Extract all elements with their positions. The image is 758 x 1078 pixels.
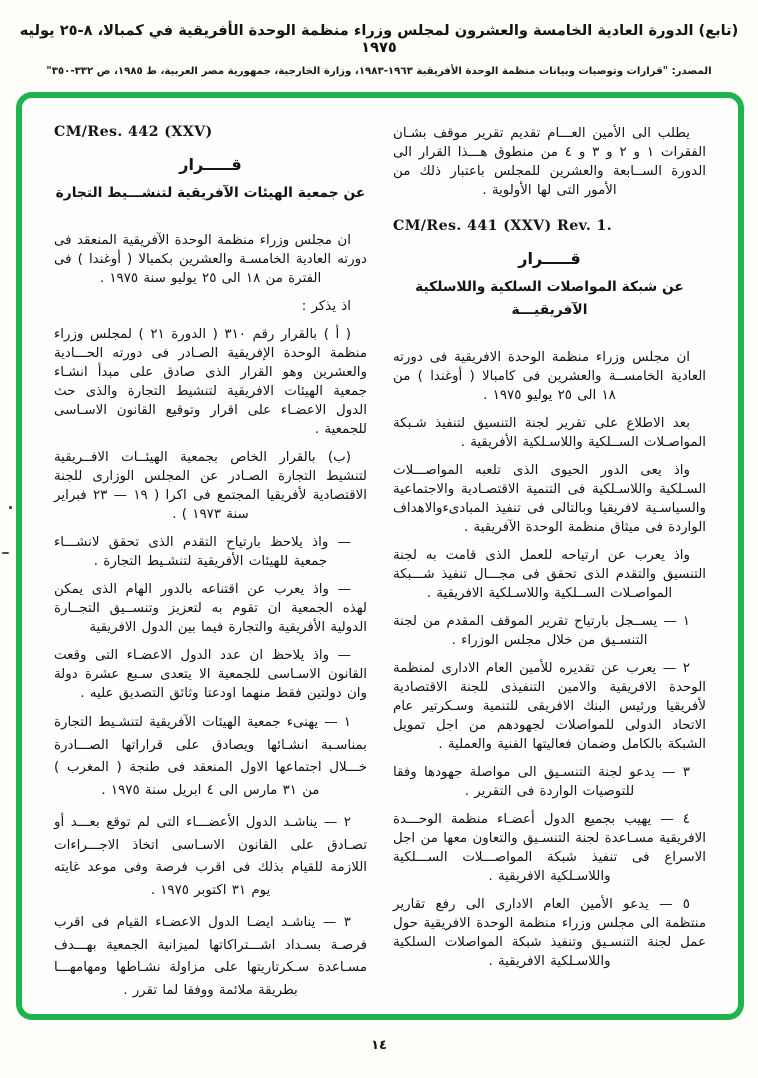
scan-artifact-dot — [9, 506, 12, 509]
resolution-title: قـــــرار — [518, 249, 581, 268]
paragraph-item-4: ٤ — يهيب بجميع الدول أعضـاء منظمة الوحـــدة الافريقية مسـاعدة لجنة التنسـيق والتعاون معها من اجل الاسراع فى تنفيذ شبكة المواصـــلات الســـلكية واللاسـلكية الافريقية . — [393, 812, 706, 884]
column-right — [393, 124, 706, 994]
scan-artifact-dash — [2, 552, 9, 554]
resolutions-box — [16, 92, 744, 1020]
column-left — [54, 124, 367, 998]
paragraph: — واذ يعرب عن اقتناعه بالدور الهام الذى يمكن لهذه الجمعية ان تقوم به لتعزيز وتنســيق التجــارة الدولية الأفريقية والتجارة فيما بين الدول الافريقية — [54, 582, 367, 635]
paragraph: واذ يعى الدور الحيوى الذى تلعبه المواصـــلات السـلكية واللاسـلكية فى التنمية الاقتصـادية والاجتماعية والسياسـية لافريقيا وبالتالى فى تنفيذ المبادىءوالاهداف الواردة فى ميثاق منظمة الوحدة الآفريقية . — [393, 463, 706, 535]
paragraph-recalling: اذ يذكر : — [301, 299, 351, 314]
paragraph: ان مجلس وزراء منظمة الوحدة الآفريقية المنعقد فى دورته العادية الخامسـة والعشرين بكمبالا ( أوغندا ) فى الفترة من ١٨ الى ٢٥ يوليو سنة ١٩٧٥ . — [54, 233, 367, 286]
paragraph: ان مجلس وزراء منظمة الوحدة الافريقية فى دورته العادية الخامســة والعشرين فى كامبالا ( أوغندا ) من ١٨ الى ٢٥ يوليو ١٩٧٥ . — [393, 350, 706, 403]
page-number: ١٤ — [371, 1038, 387, 1053]
resolution-subtitle-line1: عن شبكة المواصلات السلكية واللاسلكية — [415, 279, 684, 295]
paragraph-item-2: ٢ — يناشـد الدول الأعضـــاء التى لم توقع بعـــد أو تصـادق على القانون الاسـاسى اتخاذ الاجـــراءات اللازمة للقيام بذلك فى اقرب فرصة وفى موعد غايته يوم ٣١ اكتوبر ١٩٧٥ . — [54, 815, 367, 898]
resolution-ref-442: CM/Res. 442 (XXV) — [54, 124, 213, 140]
paragraph-item-2: ٢ — يعرب عن تقديره للأمين العام الادارى لمنظمة الوحدة الافريقية والامين التنفيذى للجنة الاقتصادية لأفريقيا ورئيس البنك الافريقى للتنمية وسـكرتير عام الاتحاد الدولى للمواصلات لجهودهم من اجل تمويل الشبكة بالكامل وضمان فعاليتها الفنية والعملية . — [393, 661, 706, 752]
page-header — [0, 0, 758, 77]
resolution-subtitle: عن جمعية الهيئات الآفريقية لتنشـــيط التجارة — [55, 185, 366, 201]
paragraph-item-3: ٣ — يناشـد ايضـا الدول الاعضـاء القيام فى اقرب فرصـة بسـداد اشـــتراكاتها لميزانية الجمعية بهـــدف مسـاعدة سـكرتاريتها على مزاولة نشـاطها ومهامهـــا بطريقة ملائمة ووفقا لما تقرر . — [54, 915, 367, 998]
paragraph: — واذ يلاحظ ان عدد الدول الاعضـاء التى وقعت القانون الاسـاسى للجمعية الا يتعدى سـبع عشرة دولة وان دولتين فقط منهما اودعتا وثائق التصديق عليه . — [54, 648, 367, 701]
resolution-subtitle-line2: الآفريقيـــة — [511, 302, 588, 318]
resolution-title: قـــــرار — [179, 155, 242, 174]
session-title: (تابع) الدورة العادية الخامسة والعشرون لمجلس وزراء منظمة الوحدة الأفريقية في كمبالا، ٨-٢٥ يوليه ١٩٧٥ — [19, 22, 739, 56]
paragraph-item-5: ٥ — يدعو الأمين العام الادارى الى رفع تقارير منتظمة الى مجلس وزراء منظمة الوحدة الافريقية حول عمل لجنة التنسـيق وتنفيذ شبكة المواصلات السلكية واللاسـلكية الافريقية . — [393, 897, 706, 969]
resolution-ref-441: CM/Res. 441 (XXV) Rev. 1. — [393, 218, 613, 234]
source-citation: المصدر: "قرارات وتوصيات وبيانات منظمة الوحدة الأفريقية ١٩٦٣-١٩٨٣، وزارة الخارجية، جمهورية مصر العربية، ط ١٩٨٥، ص ٣٣٢-٣٥٠" — [46, 66, 712, 77]
paragraph-item-1: ١ — يهنىء جمعية الهيئات الآفريقية لتنشـيط التجارة بمناسـبة انشـائها ويصادق على قراراتها الصـــادرة خـــلال اجتماعها الاول المنعقد فى طنجة ( المغرب ) من ٣١ مارس الى ٤ ابريل سنة ١٩٧٥ . — [54, 715, 367, 798]
paragraph-item-a: ( أ ) بالقرار رقم ٣١٠ ( الدورة ٢١ ) لمجلس وزراء منظمة الوحدة الإفريقية الصـادر فى دورته الحـــادية والعشرين وهو القرار الذى صادق على مبدأ انشـاء جمعية الهيئات الافريقية لتنشيط التجارة والذى حث الدول الاعضـاء على اقرار وتوقيع القانون الاسـاسى للجمعية . — [54, 327, 367, 437]
paragraph-continuation: يطلب الى الأمين العـــام تقديم تقرير موقف بشـان الفقرات ١ و ٢ و ٣ و ٤ من منطوق هـــذا القرار الى الدورة الســابعة والعشرين للمجلس باعتبار ذلك من الأمور التى لها الأولوية . — [393, 126, 706, 198]
paragraph: — واذ يلاحظ بارتياح التقدم الذى تحقق لانشـــاء جمعية للهيئات الأفريقية لتنشـيط التجارة . — [54, 535, 351, 569]
paragraph-item-3: ٣ — يدعو لجنة التنسـيق الى مواصلة جهودها وفقا للتوصيات الواردة فى التقرير . — [393, 765, 690, 799]
paragraph-item-1: ١ — يســجل بارتياح تقرير الموقف المقدم من لجنة التنسـيق من خلال مجلس الوزراء . — [393, 614, 690, 648]
paragraph-item-b: (ب) بالقرار الخاص بجمعية الهيئــات الافــريقية لتنشيط التجارة الصـادر عن المجلس الوزارى للجنة الاقتصادية لأفريقيا المجتمع فى اكرا ( ١٩ — ٢٣ فبراير سنة ١٩٧٣ ) . — [54, 450, 367, 522]
paragraph: بعد الاطلاع على تقرير لجنة التنسيق لتنفيذ شـبكة المواصـلات الســلكية واللاسـلكية الأفريقية . — [393, 416, 706, 450]
paragraph: واذ يعرب عن ارتياحه للعمل الذى قامت به لجنة التنسيق والتقدم الذى تحقق فى مجـــال تنفيذ شـــبكة المواصـلات الســلكية واللاسـلكية الافريقية . — [393, 548, 706, 601]
